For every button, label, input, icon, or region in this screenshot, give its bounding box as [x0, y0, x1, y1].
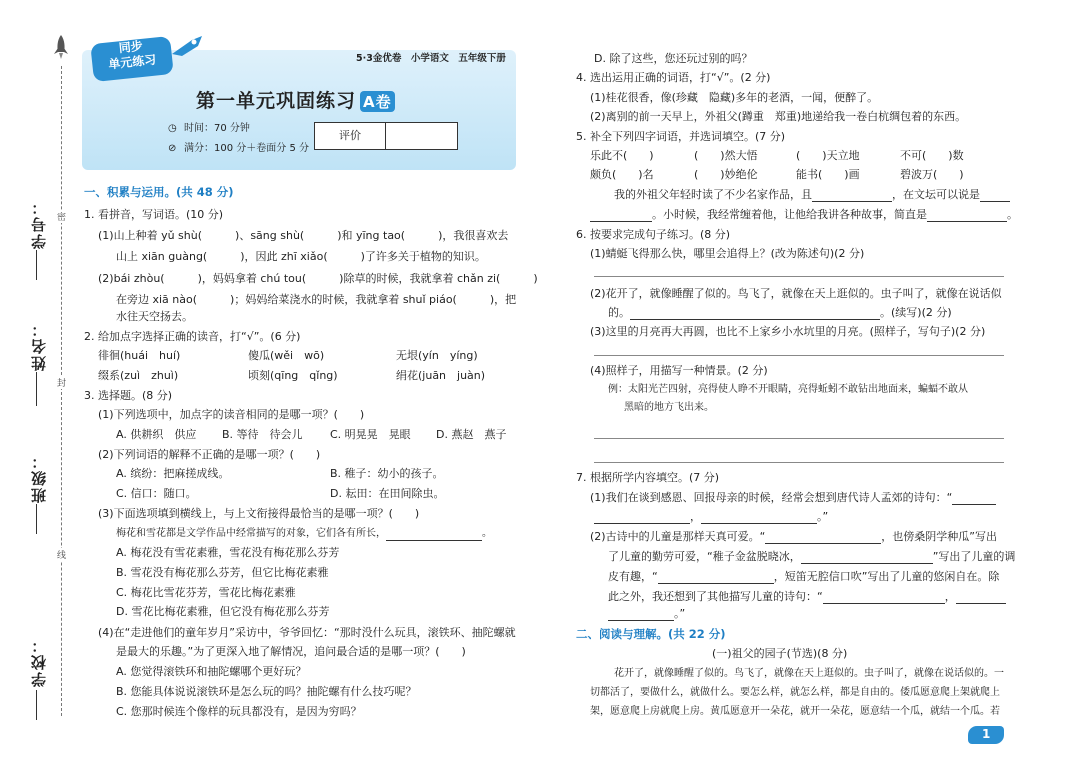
q6-1: (1)蜻蜓飞得那么快，哪里会追得上？(改为陈述句)(2 分) — [590, 247, 865, 260]
margin-label-id: 学号： — [30, 198, 48, 249]
q5-blank4 — [927, 209, 1007, 222]
margin-label-name: 姓名： — [30, 320, 48, 371]
q7-2-blank3 — [658, 571, 774, 584]
q7-1-blank1 — [952, 492, 996, 505]
q6-2-line1: (2)花开了，就像睡醒了似的。鸟飞了，就像在天上逛似的。虫子叫了，就像在说话似 — [590, 287, 1002, 300]
rocket-deco-icon — [170, 34, 204, 60]
q3-4-stem2: 是最大的乐趣。”为了更深入地了解情况，追问最合适的是哪一项？( ) — [116, 645, 466, 658]
section-1-title: 一、积累与运用。(共 48 分) — [84, 185, 234, 199]
q7-2-l3-text: 皮有趣，“ — [608, 570, 658, 583]
q3-3-passage: 梅花和雪花都是文学作品中经常描写的对象，它们各有所长， 。 — [116, 528, 492, 539]
passage-line3: 架，愿意爬上房就爬上房。黄瓜愿意开一朵花，就开一朵花，愿意结一个瓜，就结一个瓜。若 — [590, 706, 1000, 717]
q6-2-l2-text: 的。 — [608, 306, 630, 319]
q5-title: 5. 补全下列四字词语，并选词填空。(7 分) — [576, 130, 786, 143]
q7-1-cont: ， 。” — [594, 510, 828, 524]
margin-cut-feng: 封 — [57, 376, 66, 389]
q5-r1-b: ( )然大悟 — [694, 149, 758, 162]
page-title-text: 第一单元巩固练习 — [196, 90, 357, 112]
eval-box — [314, 122, 458, 150]
q5-r2-c: 能书( )画 — [796, 168, 860, 181]
q7-2-line3 — [608, 570, 999, 584]
q5-r1-d: 不可( )数 — [900, 149, 964, 162]
q2-item-c: 无垠(yín yíng) — [396, 349, 478, 362]
q5-blank2 — [980, 189, 1010, 202]
q7-2-l4-text: 此之外，我还想到了其他描写儿童的诗句：“ — [608, 590, 823, 603]
q2-item-e: 顷刻(qīng qǐng) — [248, 369, 338, 382]
q2-item-a: 徘徊(huái huí) — [98, 349, 181, 362]
q3-2-opt-c: C. 信口：随口。 — [116, 487, 197, 500]
q7-2-l2b-text: ”写出了儿童的调 — [932, 550, 1016, 563]
q1-line3: (2)bái zhòu( )，妈妈拿着 chú tou( )除草的时候，我就拿着 chǎn zi( ) — [98, 272, 538, 285]
score-info: 满分：100 分＋卷面分 5 分 — [184, 143, 309, 154]
q4-1: (1)桂花很香，像(珍藏 隐藏)多年的老酒，一闻，便醉了。 — [590, 91, 879, 104]
q1-title: 1. 看拼音，写词语。(10 分) — [84, 208, 224, 221]
passage-line2: 切都活了，要做什么，就做什么。要怎么样，就怎么样，都是自由的。倭瓜愿意爬上架就爬上 — [590, 687, 1000, 698]
q6-4: (4)照样子，用描写一种情景。(2 分) — [590, 364, 768, 377]
page-title — [196, 86, 395, 113]
q7-2-blank1 — [765, 531, 881, 544]
q3-2-opt-d: D. 耘田：在田间除虫。 — [330, 487, 445, 500]
q3-3-passage-text: 梅花和雪花都是文学作品中经常描写的对象，它们各有所长， — [116, 528, 386, 539]
q3-1-opt-d: D. 燕赵 燕子 — [436, 428, 507, 441]
q3-1-opt-c: C. 明晃晃 晃眼 — [330, 428, 411, 441]
q3-4-opt-a: A. 您觉得滚铁环和抽陀螺哪个更好玩？ — [116, 665, 307, 678]
q3-title: 3. 选择题。(8 分) — [84, 389, 173, 402]
q1-line4: 在旁边 xiā nào( )；妈妈给菜浇水的时候，我就拿着 shuǐ piáo( )，把 — [116, 293, 517, 306]
q1-line1: (1)山上种着 yǔ shù( )、sāng shù( )和 yīng tao( )，我很喜欢去 — [98, 229, 509, 242]
q6-4-example1: 例：太阳光芒四射，亮得使人睁不开眼睛，亮得蚯蚓不敢钻出地面来，蝙蝠不敢从 — [608, 384, 968, 395]
q2-item-b: 傻瓜(wěi wō) — [248, 349, 325, 362]
q6-2-line2 — [608, 306, 952, 320]
q2-item-d: 缀系(zuì zhuì) — [98, 369, 179, 382]
q6-title: 6. 按要求完成句子练习。(8 分) — [576, 228, 731, 241]
q7-2-l1b-text: ，也傍桑阴学种瓜”写出 — [881, 530, 997, 543]
passage-title: (一)祖父的园子(节选)(8 分) — [712, 647, 848, 660]
q3-3-opt-d: D. 雪花比梅花素雅，但它没有梅花那么芬芳 — [116, 605, 330, 618]
q3-3-blank — [386, 528, 482, 541]
q5-sentence2: 。小时候，我经常缠着他，让他给我讲各种故事，简直是 。 — [590, 208, 1018, 222]
q7-1 — [590, 491, 996, 505]
q7-1-text: (1)我们在谈到感恩、回报母亲的时候，经常会想到唐代诗人孟郊的诗句：“ — [590, 491, 953, 504]
q7-2-line5: 。” — [608, 607, 685, 621]
q3-2-opt-a: A. 缤纷：把麻搓成线。 — [116, 467, 230, 480]
q3-3-stem: (3)下面选项填到横线上，与上文衔接得最恰当的是哪一项？( ) — [98, 507, 420, 520]
margin-dashed-line — [61, 66, 62, 716]
q7-2-l2-text: 了儿童的勤劳可爱，“稚子金盆脱晓冰， — [608, 550, 801, 563]
q6-2-blank — [630, 307, 880, 320]
q5-r1-c: ( )天立地 — [796, 149, 860, 162]
q7-2-blank4 — [823, 591, 945, 604]
q3-3-opt-a: A. 梅花没有雪花素雅，雪花没有梅花那么芬芳 — [116, 546, 340, 559]
q7-2-blank5 — [956, 591, 1006, 604]
q3-1-opt-a: A. 供耕织 供应 — [116, 428, 197, 441]
q4-title: 4. 选出运用正确的词语，打“√”。(2 分) — [576, 71, 771, 84]
passage-line1: 花开了，就像睡醒了似的。鸟飞了，就像在天上逛似的。虫子叫了，就像在说话似的。一 — [614, 668, 1004, 679]
q7-2-line2 — [608, 550, 1015, 564]
q5-sentence1 — [614, 188, 1010, 202]
q7-1-blank2 — [594, 511, 690, 524]
page-number: 1 — [982, 727, 991, 741]
q6-3-answer-line — [594, 355, 1004, 356]
page-number-badge — [968, 726, 1004, 744]
q6-4-example2: 黑暗的地方飞出来。 — [624, 402, 714, 413]
margin-label-class: 班级： — [30, 452, 48, 503]
q6-2-l2b-text: 。(续写)(2 分) — [880, 306, 952, 319]
q5-s1-text: 我的外祖父年轻时读了不少名家作品，且 — [614, 188, 812, 201]
q5-r2-d: 碧波万( ) — [900, 168, 964, 181]
margin-cut-xian: 线 — [57, 548, 66, 561]
q5-r2-b: ( )妙绝伦 — [694, 168, 758, 181]
rocket-icon — [52, 34, 70, 64]
q7-2-line1 — [590, 530, 997, 544]
check-icon: ⊘ — [168, 143, 177, 154]
q3-2-stem: (2)下列词语的解释不正确的是哪一项？( ) — [98, 448, 321, 461]
q6-1-answer-line — [594, 276, 1004, 277]
q3-4-opt-c: C. 您那时候连个像样的玩具都没有，是因为穷吗？ — [116, 705, 362, 718]
q6-4-answer-line2 — [594, 462, 1004, 463]
q3-4-stem1: (4)在“走进他们的童年岁月”采访中，爷爷回忆：“那时没什么玩具，滚铁环、抽陀螺就 — [98, 626, 516, 639]
margin-cut-mi: 密 — [57, 210, 66, 223]
q1-line5: 水往天空扬去。 — [116, 310, 193, 323]
q7-1-blank3 — [701, 511, 817, 524]
q7-2-blank2 — [801, 551, 933, 564]
series-label: 5·3金优卷 小学语文 五年级下册 — [356, 53, 506, 64]
q3-1-opt-b: B. 等待 待会儿 — [222, 428, 303, 441]
section-2-title: 二、阅读与理解。(共 22 分) — [576, 627, 726, 641]
q7-2-line4: 此之外，我还想到了其他描写儿童的诗句：“ ， — [608, 590, 1006, 604]
q3-4-opt-b: B. 您能具体说说滚铁环是怎么玩的吗？抽陀螺有什么技巧呢？ — [116, 685, 417, 698]
q5-blank3 — [590, 209, 652, 222]
q3-2-opt-b: B. 稚子：幼小的孩子。 — [330, 467, 444, 480]
q5-r1-a: 乐此不( ) — [590, 149, 654, 162]
q5-r2-a: 颇负( )名 — [590, 168, 654, 181]
title-tag: A卷 — [360, 91, 395, 112]
eval-label: 评价 — [315, 123, 386, 149]
q7-2-blank6 — [608, 608, 674, 621]
q5-s2-text: 。小时候，我经常缠着他，让他给我讲各种故事，简直是 — [652, 208, 927, 221]
badge-line1: 同步 — [118, 38, 144, 56]
q4-2: (2)离别的前一天早上，外祖父(蹲重 郑重)地递给我一卷白杭绸包着的东西。 — [590, 110, 967, 123]
q1-line2: 山上 xiān guàng( )，因此 zhī xiǎo( )了许多关于植物的知识。 — [116, 250, 486, 263]
q7-2-l1-text: (2)古诗中的儿童是那样天真可爱。“ — [590, 530, 766, 543]
q5-blank1 — [812, 189, 892, 202]
badge-line2: 单元练习 — [107, 52, 157, 72]
q7-2-l3b-text: ，短笛无腔信口吹”写出了儿童的悠闲自在。除 — [773, 570, 1000, 583]
q3-3-opt-b: B. 雪花没有梅花那么芬芳，但它比梅花素雅 — [116, 566, 329, 579]
time-info: 时间：70 分钟 — [184, 123, 250, 134]
q6-3: (3)这里的月亮再大再圆，也比不上家乡小水坑里的月亮。(照样子，写句子)(2 分) — [590, 325, 986, 338]
q7-title: 7. 根据所学内容填空。(7 分) — [576, 471, 720, 484]
clock-icon: ◷ — [168, 123, 177, 134]
q2-item-f: 绢花(juān juàn) — [396, 369, 486, 382]
margin-label-school: 学校： — [30, 636, 48, 687]
q3-4-opt-d: D. 除了这些，您还玩过别的吗？ — [594, 52, 753, 65]
q3-1-stem: (1)下列选项中，加点字的读音相同的是哪一项？( ) — [98, 408, 365, 421]
q3-3-opt-c: C. 梅花比雪花芬芳，雪花比梅花素雅 — [116, 586, 296, 599]
q2-title: 2. 给加点字选择正确的读音，打“√”。(6 分) — [84, 330, 301, 343]
q5-s1b-text: ，在文坛可以说是 — [892, 188, 980, 201]
q6-4-answer-line1 — [594, 438, 1004, 439]
